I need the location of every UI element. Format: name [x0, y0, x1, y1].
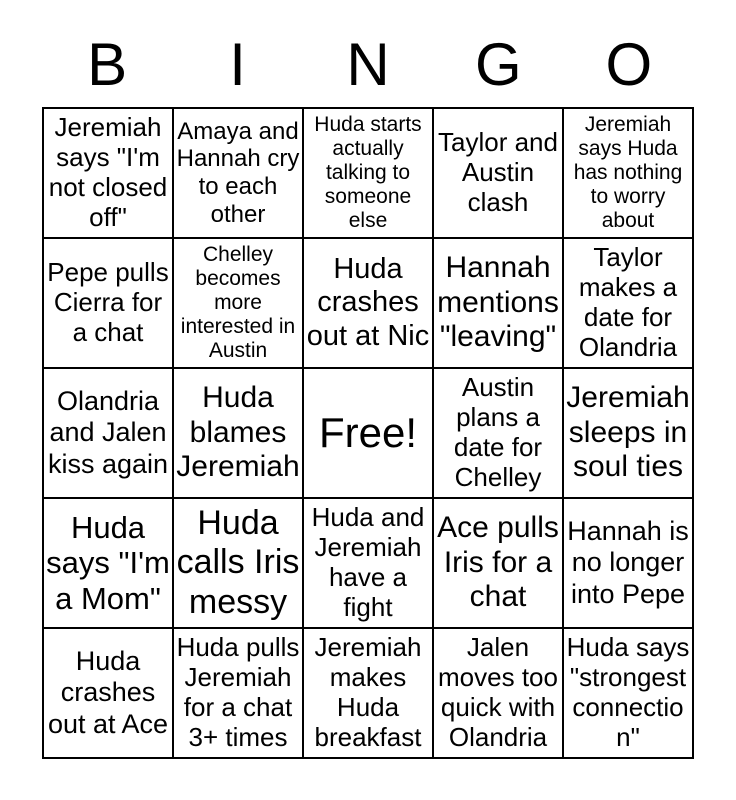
bingo-cell[interactable]	[563, 628, 693, 758]
bingo-letter-i: I	[229, 31, 246, 98]
bingo-letter-n: N	[346, 31, 390, 98]
bingo-cell[interactable]	[563, 108, 693, 238]
bingo-cell[interactable]	[43, 498, 173, 628]
bingo-cell[interactable]	[433, 498, 563, 628]
bingo-cell[interactable]	[303, 628, 433, 758]
bingo-cell[interactable]	[173, 498, 303, 628]
bingo-cell[interactable]	[173, 108, 303, 238]
bingo-cell-text: Chelley becomes more interested in Austin	[180, 242, 296, 363]
bingo-cell-text: Hannah is no longer into Pepe	[567, 516, 689, 609]
bingo-cell-text: Huda crashes out at Ace	[47, 646, 169, 739]
bingo-cell[interactable]	[563, 368, 693, 498]
bingo-cell[interactable]	[433, 368, 563, 498]
bingo-cell[interactable]	[173, 238, 303, 368]
bingo-cell-text: Jeremiah says "I'm not closed off"	[48, 112, 168, 232]
bingo-cell-text: Huda blames Jeremiah	[176, 381, 300, 484]
bingo-cell-text: Huda says "strongest connection"	[566, 632, 690, 752]
bingo-cell[interactable]	[433, 628, 563, 758]
bingo-cell[interactable]	[303, 108, 433, 238]
bingo-cell-text: Taylor makes a date for Olandria	[578, 242, 678, 362]
bingo-cell-text: Pepe pulls Cierra for a chat	[47, 257, 169, 347]
bingo-grid	[42, 107, 694, 759]
bingo-cell-text: Huda pulls Jeremiah for a chat 3+ times	[176, 632, 300, 752]
bingo-cell[interactable]	[43, 368, 173, 498]
bingo-cell[interactable]	[563, 498, 693, 628]
bingo-cell[interactable]	[43, 628, 173, 758]
bingo-cell[interactable]	[563, 238, 693, 368]
bingo-cell[interactable]	[43, 238, 173, 368]
bingo-cell[interactable]	[173, 368, 303, 498]
bingo-cell[interactable]	[43, 108, 173, 238]
bingo-cell-text: Olandria and Jalen kiss again	[47, 386, 169, 479]
bingo-title	[42, 32, 694, 98]
bingo-cell-text: Jeremiah makes Huda breakfast	[314, 632, 422, 752]
bingo-cell[interactable]	[303, 498, 433, 628]
bingo-cell[interactable]	[173, 628, 303, 758]
bingo-cell-text: Hannah mentions "leaving"	[437, 251, 559, 354]
free-space-text: Free!	[318, 408, 418, 456]
bingo-letter-o: O	[605, 31, 653, 98]
bingo-cell-text: Huda and Jeremiah have a fight	[311, 502, 425, 622]
bingo-cell-text: Huda crashes out at Nic	[306, 252, 430, 352]
free-space-cell[interactable]	[303, 368, 433, 498]
bingo-letter-b: B	[87, 31, 128, 98]
bingo-cell[interactable]	[433, 108, 563, 238]
bingo-cell-text: Taylor and Austin clash	[438, 127, 558, 217]
bingo-cell-text: Ace pulls Iris for a chat	[437, 511, 559, 614]
bingo-cell-text: Austin plans a date for Chelley	[453, 372, 543, 492]
bingo-cell[interactable]	[303, 238, 433, 368]
bingo-cell-text: Huda says "I'm a Mom"	[46, 509, 170, 616]
bingo-cell-text: Huda calls Iris messy	[176, 504, 300, 621]
bingo-letter-g: G	[475, 31, 522, 98]
bingo-cell-text: Huda starts actually talking to someone else	[314, 112, 422, 233]
bingo-cell-text: Jeremiah says Huda has nothing to worry about	[573, 112, 683, 233]
bingo-cell[interactable]	[433, 238, 563, 368]
bingo-cell-text: Jeremiah sleeps in soul ties	[566, 381, 690, 484]
bingo-cell-text: Amaya and Hannah cry to each other	[176, 117, 300, 228]
bingo-cell-text: Jalen moves too quick with Olandria	[438, 632, 558, 752]
